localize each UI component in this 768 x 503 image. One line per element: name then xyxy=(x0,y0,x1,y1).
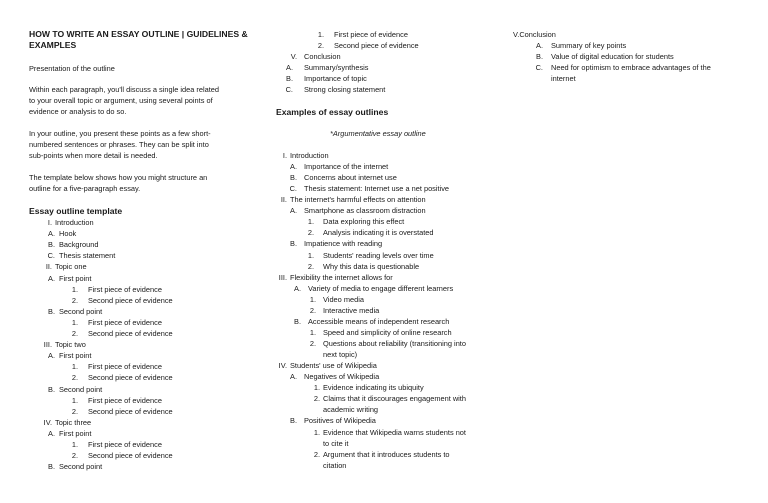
outline-marker: 2. xyxy=(313,394,320,404)
outline-item-text: First piece of evidence xyxy=(88,395,162,405)
template-heading: Essay outline template xyxy=(29,206,123,216)
outline-item-text: Second piece of evidence xyxy=(88,406,173,416)
paragraph-presentation: Presentation of the outline xyxy=(29,64,115,73)
outline-item-text: Negatives of Wikipedia xyxy=(304,372,380,382)
outline-marker: 1. xyxy=(317,30,324,39)
outline-marker: C. xyxy=(535,63,543,72)
outline-item-text: Need for optimism to embrace advantages of the xyxy=(551,63,711,72)
outline-marker: B. xyxy=(48,306,55,316)
paragraph-3-line2: numbered sentences or phrases. They can be split into xyxy=(29,140,209,149)
outline-marker: I. xyxy=(282,151,287,160)
outline-marker: B. xyxy=(290,239,297,249)
outline-marker: 1. xyxy=(309,294,316,304)
outline-marker: B. xyxy=(290,416,297,426)
outline-marker: A. xyxy=(286,63,293,72)
outline-marker: 2. xyxy=(71,451,78,461)
outline-marker: A. xyxy=(48,273,55,283)
outline-item-text: Speed and simplicity of online research xyxy=(323,327,452,337)
outline-marker: B. xyxy=(294,316,301,326)
outline-marker: A. xyxy=(294,283,301,293)
outline-marker: III. xyxy=(278,272,287,282)
outline-marker: II. xyxy=(45,262,52,272)
outline-marker: 2. xyxy=(307,228,314,238)
outline-marker: A. xyxy=(536,41,543,50)
outline-marker: III. xyxy=(43,340,52,350)
outline-item-text: Topic two xyxy=(55,340,86,350)
outline-item-text: Topic three xyxy=(55,417,92,427)
outline-marker: 2. xyxy=(309,305,316,315)
outline-item-text: Students' use of Wikipedia xyxy=(290,361,377,371)
outline-item-text: First piece of evidence xyxy=(88,317,162,327)
outline-item-text: Flexibility the internet allows for xyxy=(290,272,393,282)
outline-item-text: next topic) xyxy=(323,350,358,360)
outline-marker: I. xyxy=(47,218,52,227)
outline-item-text: Thesis statement xyxy=(59,251,116,261)
outline-marker: B. xyxy=(536,52,543,61)
outline-marker: C. xyxy=(47,251,55,261)
outline-item-text: Second point xyxy=(59,462,103,472)
outline-marker: 2. xyxy=(71,406,78,416)
outline-item-text: Evidence indicating its ubiquity xyxy=(323,383,424,393)
outline-item-text: Concerns about internet use xyxy=(304,173,397,183)
outline-marker: IV. xyxy=(278,361,287,371)
outline-item-text: First point xyxy=(59,351,92,361)
outline-item-text: The internet's harmful effects on attention xyxy=(290,195,426,205)
document-title-line1: HOW TO WRITE AN ESSAY OUTLINE | GUIDELINES & xyxy=(29,29,248,39)
outline-item-text: Importance of the internet xyxy=(304,162,389,172)
paragraph-2-line3: evidence or analysis to do so. xyxy=(29,107,127,116)
outline-item-text: Value of digital education for students xyxy=(551,52,674,61)
outline-item-text: Topic one xyxy=(55,262,87,272)
outline-item-text: Conclusion xyxy=(519,30,556,39)
outline-item xyxy=(513,30,556,40)
outline-marker: 2. xyxy=(71,295,78,305)
outline-item-text: Hook xyxy=(59,229,77,239)
outline-item-text: Summary of key points xyxy=(551,41,627,50)
outline-item-text: First piece of evidence xyxy=(88,362,162,372)
outline-item-text: Students' reading levels over time xyxy=(323,250,434,260)
outline-marker: 2. xyxy=(313,449,320,459)
outline-marker: A. xyxy=(48,351,55,361)
outline-item-text: Second point xyxy=(59,384,103,394)
outline-item-text: Claims that it discourages engagement with xyxy=(323,394,466,404)
outline-item-text: to cite it xyxy=(323,438,349,448)
outline-item-text: Why this data is questionable xyxy=(323,261,420,271)
outline-item-text: First piece of evidence xyxy=(88,440,162,449)
outline-marker: 1. xyxy=(307,250,314,260)
paragraph-4-line1: The template below shows how you might structure an xyxy=(29,173,208,182)
outline-marker: 2. xyxy=(71,329,78,338)
document-title-line2: EXAMPLES xyxy=(29,40,77,50)
outline-item-text: Smartphone as classroom distraction xyxy=(304,206,426,216)
outline-item-text: Second piece of evidence xyxy=(88,295,173,305)
outline-item-text: academic writing xyxy=(323,405,379,415)
outline-marker: 1. xyxy=(71,317,78,327)
outline-marker: B. xyxy=(286,74,293,83)
outline-marker: A. xyxy=(48,428,55,438)
outline-item-text: Importance of topic xyxy=(304,74,367,83)
outline-marker: 2. xyxy=(307,261,314,271)
outline-marker: 1. xyxy=(313,383,320,393)
outline-item-text: Summary/synthesis xyxy=(304,63,369,72)
paragraph-2-line2: to your overall topic or argument, using several points of xyxy=(29,96,213,105)
outline-item-text: First point xyxy=(59,273,92,283)
outline-marker: B. xyxy=(290,173,297,183)
outline-marker: C. xyxy=(289,184,297,194)
outline-item-text: Thesis statement: Internet use a net positive xyxy=(304,184,450,194)
outline-marker: C. xyxy=(285,85,293,94)
outline-marker: A. xyxy=(290,206,297,216)
examples-heading: Examples of essay outlines xyxy=(276,107,389,117)
outline-marker: B. xyxy=(48,240,55,250)
outline-item-text: First piece of evidence xyxy=(88,284,162,294)
outline-item-text: Introduction xyxy=(290,151,329,160)
paragraph-4-line2: outline for a five-paragraph essay. xyxy=(29,184,141,193)
outline-marker: B. xyxy=(48,462,55,472)
outline-item-text: First piece of evidence xyxy=(334,30,408,39)
outline-item-text: Video media xyxy=(323,294,364,304)
outline-item-text: Questions about reliability (transitioning into xyxy=(323,339,466,349)
outline-marker: 2. xyxy=(309,339,316,349)
outline-item-text: citation xyxy=(323,460,347,470)
outline-marker: 1. xyxy=(71,440,78,449)
outline-marker: B. xyxy=(48,384,55,394)
outline-item-text: internet xyxy=(551,74,576,83)
outline-item-text: Background xyxy=(59,240,99,250)
outline-marker: 2. xyxy=(317,41,324,50)
outline-item-text: Analysis indicating it is overstated xyxy=(323,228,434,238)
argumentative-subheading: *Argumentative essay outline xyxy=(330,129,426,138)
paragraph-2-line1: Within each paragraph, you'll discuss a single idea related xyxy=(29,85,219,94)
outline-marker: 1. xyxy=(71,362,78,372)
outline-marker: 1. xyxy=(71,284,78,294)
outline-item-text: First point xyxy=(59,428,92,438)
outline-item-text: Second piece of evidence xyxy=(88,451,173,461)
outline-marker: A. xyxy=(48,229,55,239)
outline-marker: V. xyxy=(513,30,520,39)
outline-marker: A. xyxy=(290,162,297,172)
outline-marker: A. xyxy=(290,372,297,382)
outline-item-text: Accessible means of independent research xyxy=(308,316,450,326)
outline-item-text: Introduction xyxy=(55,218,94,227)
outline-item-text: Second piece of evidence xyxy=(334,41,419,50)
outline-item-text: Impatience with reading xyxy=(304,239,383,249)
outline-marker: 1. xyxy=(307,217,314,227)
outline-item-text: Strong closing statement xyxy=(304,85,386,94)
outline-item-text: Evidence that Wikipedia warns students not xyxy=(323,427,466,437)
outline-marker: II. xyxy=(280,195,287,205)
outline-item-text: Conclusion xyxy=(304,52,341,61)
paragraph-3-line1: In your outline, you present these points as a few short- xyxy=(29,129,211,138)
outline-marker: V. xyxy=(290,52,297,61)
outline-item-text: Interactive media xyxy=(323,305,380,315)
outline-marker: 2. xyxy=(71,373,78,383)
outline-item-text: Data exploring this effect xyxy=(323,217,405,227)
outline-marker: IV. xyxy=(43,417,52,427)
outline-marker: 1. xyxy=(309,327,316,337)
outline-item-text: Variety of media to engage different learners xyxy=(308,283,454,293)
outline-item-text: Second point xyxy=(59,306,103,316)
outline-marker: 1. xyxy=(71,395,78,405)
outline-marker: 1. xyxy=(313,427,320,437)
outline-item-text: Second piece of evidence xyxy=(88,329,173,338)
paragraph-3-line3: sub-points when more detail is needed. xyxy=(29,151,158,160)
outline-item-text: Argument that it introduces students to xyxy=(323,449,450,459)
outline-item-text: Second piece of evidence xyxy=(88,373,173,383)
outline-item-text: Positives of Wikipedia xyxy=(304,416,376,426)
